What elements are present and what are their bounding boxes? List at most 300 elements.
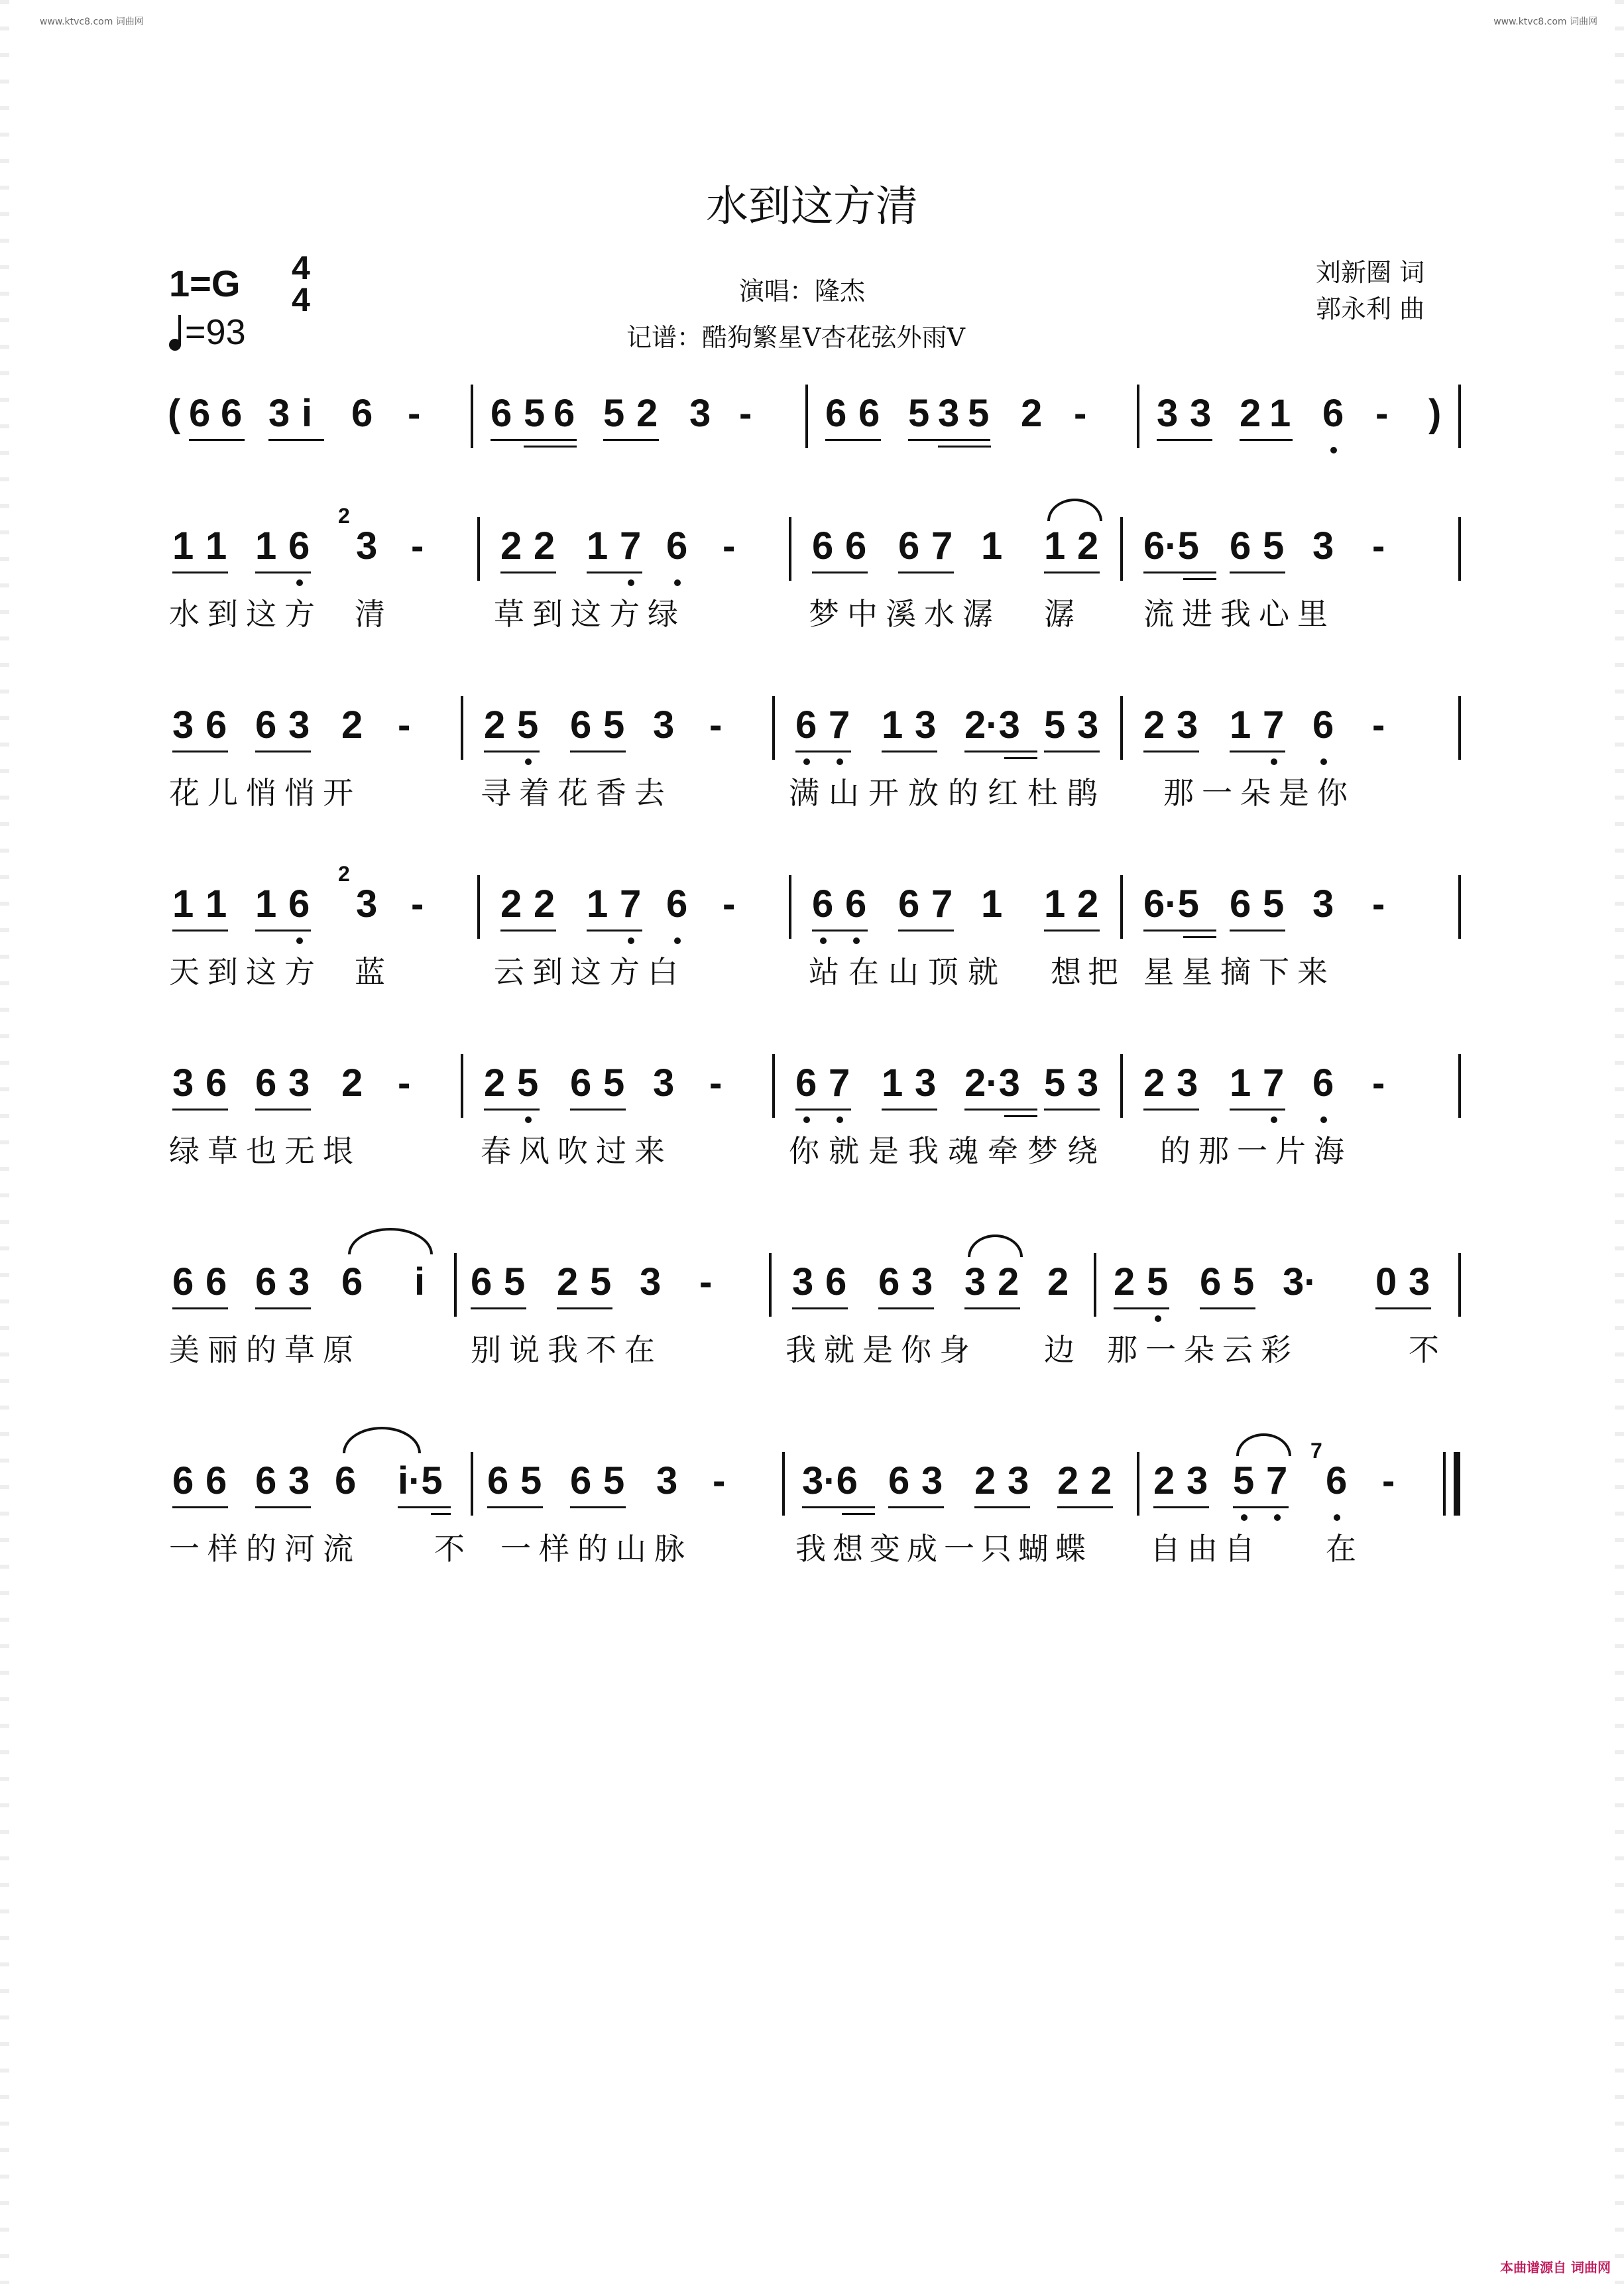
underline [1157,439,1212,441]
underline [524,446,577,448]
note: i·5 [398,1459,443,1502]
note: - [1375,392,1389,435]
underline [172,1307,228,1309]
note: 3 [172,703,194,747]
underline [1230,751,1285,752]
underline [1114,1307,1169,1309]
underline [255,571,311,573]
note: 2 [1143,1061,1165,1105]
note: - [1372,1061,1385,1105]
barline [461,1054,463,1118]
note: 2 [341,703,363,747]
note: - [408,392,421,435]
lyric: 不 [434,1531,465,1567]
note: 6 [205,1061,227,1105]
note: - [411,882,424,926]
barline [1120,696,1123,760]
note: 6 [1312,1061,1334,1105]
underline [1044,930,1100,932]
low-octave-dot [1320,758,1327,765]
note: 1 [587,882,609,926]
underline [484,751,540,752]
note: 3 [689,392,711,435]
note: 1 [205,524,227,568]
transcriber-credit: 记谱：酷狗繁星V杏花弦外雨V [626,323,965,352]
note: 3 [356,882,378,926]
underline [1004,1115,1037,1117]
low-octave-dot [1330,447,1337,453]
barline [772,1054,775,1118]
tempo-value: =93 [185,312,246,352]
note: 2 [1047,1260,1069,1303]
underline [570,1506,626,1508]
note: 6 [825,1260,847,1303]
note: 1 [1230,1061,1251,1105]
underline [603,439,659,441]
barline [1458,1253,1461,1317]
underline [1143,930,1216,932]
underline [964,1307,1020,1309]
notes-row [169,703,1465,756]
note: 1 [882,703,903,747]
note: 2 [484,1061,506,1105]
note: 2 [484,703,506,747]
quarter-note-icon [169,339,181,351]
tie-slur [1047,499,1102,521]
note: - [699,1260,713,1303]
lyric: 一样的河流 [169,1531,361,1567]
lyric: 不 [1409,1332,1439,1368]
note: - [739,392,752,435]
note: - [723,882,736,926]
note: 5 [1147,1260,1169,1303]
note: 6 [351,392,373,435]
lyric: 清 [355,596,385,632]
barline [1443,1452,1446,1516]
note: 2 [534,882,555,926]
barline [477,875,480,939]
note: 1 [981,524,1003,568]
barline [1120,875,1123,939]
grace-note: 2 [338,504,350,528]
lyric: 云到这方白 [494,954,686,990]
song-title: 水到这方清 [706,182,918,231]
note: - [713,1459,726,1502]
barline [1458,696,1461,760]
note: 6 [255,1061,277,1105]
note: 3 [1312,882,1334,926]
note: 3 [1077,1061,1099,1105]
underline [1375,1307,1431,1309]
note: 6 [570,1459,592,1502]
barline [772,696,775,760]
low-octave-dot [525,1116,532,1123]
note: 6 [205,703,227,747]
note: 6 [172,1260,194,1303]
note: 6·5 [1143,882,1199,926]
underline [1143,1109,1199,1111]
lyric: 站在山顶就 [809,954,1008,990]
note: 5 [590,1260,612,1303]
note: 3 [288,703,310,747]
note: 6 [1230,882,1251,926]
low-octave-dot [1274,1514,1281,1521]
note: 2 [534,524,555,568]
note: 1 [172,524,194,568]
tie-slur [1236,1433,1291,1456]
note: - [411,524,424,568]
watermark-top-right: www.ktvc8.com 词曲网 [1493,17,1597,27]
underline [172,1109,228,1111]
note: 5 [517,1061,539,1105]
underline [255,930,311,932]
grace-note: 2 [338,862,350,886]
note: - [709,1061,723,1105]
lyric: 一样的山脉 [500,1531,693,1567]
lyric: 想把 [1051,954,1125,990]
barline [1120,517,1123,581]
barline [477,517,480,581]
note: 5 [603,1061,625,1105]
note: - [1074,392,1087,435]
note: 6 [205,1459,227,1502]
lyric: 的那一片海 [1160,1133,1352,1169]
intro-notes [169,391,1465,444]
note: 6 [825,392,847,435]
lyric: 春风吹过来 [481,1133,673,1169]
note: - [398,703,411,747]
note: 1 [1230,703,1251,747]
note: 7 [620,524,642,568]
note: 3·6 [802,1459,858,1502]
note: 5 [908,392,930,435]
notes-row [169,1260,1465,1313]
note: 6 [335,1459,357,1502]
underline [1004,757,1037,759]
note: 6 [255,1459,277,1502]
note: 6 [666,524,688,568]
underline [255,1307,311,1309]
tie-slur [968,1234,1023,1257]
note: 2 [1057,1459,1079,1502]
note: 2 [1114,1260,1135,1303]
low-octave-dot [1334,1514,1340,1521]
note: 7 [620,882,642,926]
note: 6 [1230,524,1251,568]
note: 2 [557,1260,579,1303]
underline [1183,578,1216,580]
underline [570,1109,626,1111]
note: 6 [255,1260,277,1303]
note: 2 [1021,392,1043,435]
note: 1 [255,524,277,568]
low-octave-dot [525,758,532,765]
note: - [723,524,736,568]
underline [484,1109,540,1111]
underline [938,446,991,448]
lyric: 水到这方 [169,596,323,632]
underline [964,1109,1037,1111]
lyric: 草到这方绿 [494,596,686,632]
note: 5 [517,703,539,747]
barline [1458,875,1461,939]
notes-row [169,862,1465,935]
note: - [1372,703,1385,747]
underline [570,751,626,752]
low-octave-dot [803,758,810,765]
note: 6 [205,1260,227,1303]
note: 2 [1153,1459,1175,1502]
note: 2 [1077,882,1099,926]
underline [1044,571,1100,573]
low-octave-dot [1320,1116,1327,1123]
note: 3 [1177,703,1198,747]
note: 2 [1090,1459,1112,1502]
note: 6 [898,524,920,568]
note: 6·5 [1143,524,1199,568]
low-octave-dot [853,937,860,944]
note: 3 [356,524,378,568]
note: 2 [500,524,522,568]
note: 6 [858,392,880,435]
underline [471,1307,526,1309]
underline [802,1506,875,1508]
note: - [1372,882,1385,926]
right-margin-border [1615,0,1624,2284]
note: 6 [812,524,834,568]
note: 5 [1263,524,1285,568]
note: 5 [1233,1459,1255,1502]
underline [172,571,228,573]
note: 3 [1157,392,1179,435]
underline [1230,1109,1285,1111]
note: 2 [1077,524,1099,568]
lyric: 那一朵云彩 [1107,1332,1299,1368]
note: 7 [829,703,850,747]
note: 3 [964,1260,986,1303]
final-barline [1454,1452,1460,1516]
note: 6 [288,882,310,926]
note: 7 [1266,1459,1288,1502]
tie-slur [343,1427,421,1453]
note: 6 [1322,392,1344,435]
lyric: 星星摘下来 [1143,954,1336,990]
note: 2 [974,1459,996,1502]
singer-credit: 演唱：隆杰 [739,276,866,306]
note: 7 [1263,703,1285,747]
note: 1 [1044,524,1066,568]
lyric: 你就是我魂牵梦绕 [789,1133,1107,1169]
lyric: 我想变成一只蝴蝶 [795,1531,1092,1567]
underline [268,439,324,441]
note: 1 [1269,392,1291,435]
lyric: 潺 [1044,596,1074,632]
barline [471,1452,473,1516]
note: 2 [500,882,522,926]
underline [189,439,245,441]
note: 1 [205,882,227,926]
note: 6 [487,1459,509,1502]
meter-top: 4 [292,249,310,286]
underline [255,751,311,752]
note: 5 [1233,1260,1255,1303]
barline [471,385,473,448]
note: - [1372,524,1385,568]
note: 5 [1263,882,1285,926]
underline [1230,930,1285,932]
notes-row [169,1061,1465,1114]
low-octave-dot [296,937,303,944]
underline [1044,751,1100,752]
lyric: 寻着花香去 [481,775,673,811]
underline [172,1506,228,1508]
note: 1 [1044,882,1066,926]
underline [172,930,228,932]
underline [1057,1506,1113,1508]
notes-row [169,1439,1465,1512]
note: 3 [1177,1061,1198,1105]
underline [878,1307,934,1309]
barline [1458,1054,1461,1118]
underline [1240,439,1293,441]
note: 6 [812,882,834,926]
barline [1137,1452,1139,1516]
lyric: 自由自 [1150,1531,1261,1567]
key-signature: 1=G [169,263,241,304]
notes-row [169,504,1465,577]
note: 5 [968,392,990,435]
note: 6 [570,703,592,747]
note: 3· [1283,1260,1317,1303]
underline [1230,571,1285,573]
lyric: 天到这方 [169,954,323,990]
lyric: 美丽的草原 [169,1332,361,1368]
note: 3 [172,1061,194,1105]
note: 3 [911,1260,933,1303]
low-octave-dot [1271,1116,1277,1123]
underline [500,571,556,573]
underline [882,751,937,752]
note: 1 [981,882,1003,926]
barline [1458,517,1461,581]
note: i [414,1260,426,1303]
note: 3 [268,392,290,435]
low-octave-dot [1241,1514,1247,1521]
lyric: 流进我心里 [1143,596,1336,632]
lyric: 绿草也无垠 [169,1133,361,1169]
underline [888,1506,944,1508]
note: 3 [288,1459,310,1502]
barline [1120,1054,1123,1118]
underline [491,439,577,441]
lyric: 蓝 [355,954,385,990]
intro-open-paren: ( [168,392,181,435]
note: 5 [504,1260,526,1303]
underline [974,1506,1030,1508]
barline [1458,385,1461,448]
note: 6 [795,703,817,747]
underline [795,1109,851,1111]
note: 6 [845,882,867,926]
note: 3 [653,1061,675,1105]
note: - [709,703,723,747]
note: - [398,1061,411,1105]
underline [812,930,868,932]
note: 5 [524,392,546,435]
note: 7 [931,524,953,568]
note: 3 [1077,703,1099,747]
low-octave-dot [803,1116,810,1123]
tie-slur [348,1228,433,1254]
barline [1137,385,1139,448]
note: 5 [1044,703,1066,747]
low-octave-dot [674,937,681,944]
low-octave-dot [837,758,843,765]
composer-credit: 郭永利 曲 [1316,294,1425,324]
low-octave-dot [628,937,634,944]
note: 3 [915,1061,937,1105]
lyric: 那一朵是你 [1163,775,1356,811]
note: 2·3 [964,1061,1020,1105]
note: 6 [288,524,310,568]
note: 1 [587,524,609,568]
note: 6 [795,1061,817,1105]
note: 3 [1190,392,1212,435]
lyric: 别说我不在 [471,1332,663,1368]
note: 6 [1326,1459,1348,1502]
note: 3 [1409,1260,1430,1303]
barline [454,1253,457,1317]
note: 5 [603,1459,625,1502]
underline [1200,1307,1255,1309]
note: 1 [882,1061,903,1105]
note: 6 [845,524,867,568]
underline [1044,1109,1100,1111]
underline [812,571,868,573]
lyric: 我就是你身 [785,1332,978,1368]
underline [500,930,556,932]
barline [789,875,791,939]
lyric: 边 [1044,1332,1074,1368]
note: 1 [255,882,277,926]
underline [255,1506,311,1508]
note: 3 [656,1459,678,1502]
note: 6 [1312,703,1334,747]
underline [255,1109,311,1111]
underline [882,1109,937,1111]
underline [557,1307,612,1309]
note: 6 [341,1260,363,1303]
note: 2·3 [964,703,1020,747]
note: 6 [471,1260,493,1303]
underline [431,1513,451,1515]
note: i [302,392,313,435]
note: 3 [921,1459,943,1502]
note: 6 [553,392,575,435]
note: 3 [1312,524,1334,568]
note: 3 [1187,1459,1208,1502]
underline [1143,751,1199,752]
note: 2 [636,392,658,435]
left-margin-border [0,0,9,2284]
lyric: 花儿悄悄开 [169,775,361,811]
note: 6 [570,1061,592,1105]
underline [898,571,954,573]
note: 3 [640,1260,662,1303]
underline [172,751,228,752]
underline [795,751,851,752]
note: 6 [1200,1260,1222,1303]
